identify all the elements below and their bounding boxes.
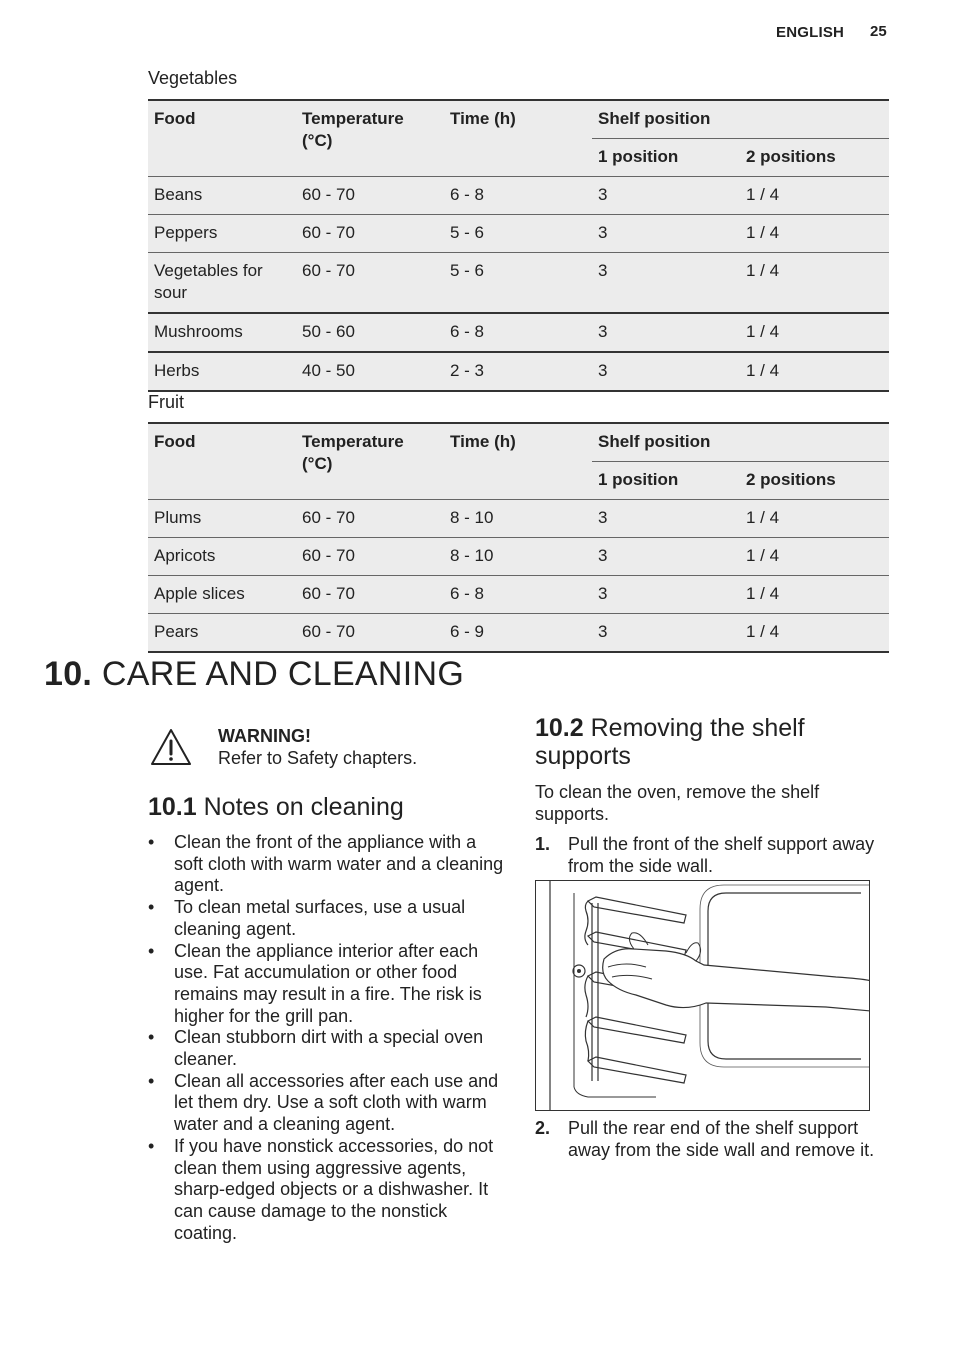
table-row bbox=[148, 215, 889, 253]
cell-time: 2 - 3 bbox=[444, 352, 592, 391]
col-temperature-header: Temperature (°C) bbox=[296, 100, 444, 177]
cell-one-position: 3 bbox=[592, 500, 740, 538]
cell-two-positions: 1 / 4 bbox=[740, 352, 889, 391]
cell-temperature: 60 - 70 bbox=[296, 177, 444, 215]
warning-title: WARNING! bbox=[218, 726, 311, 746]
list-item: • Clean the front of the appliance with a soft cloth with warm water and a cleaning agent. bbox=[148, 832, 508, 897]
cell-one-position: 3 bbox=[592, 253, 740, 314]
vegetables-table-body bbox=[148, 177, 889, 392]
cell-one-position: 3 bbox=[592, 538, 740, 576]
step-2 bbox=[535, 1118, 885, 1161]
list-item: • Clean the appliance interior after each use. Fat accumulation or other food remains may result in a fire. The risk is higher for the grill pan. bbox=[148, 941, 508, 1028]
cell-food: Peppers bbox=[148, 215, 296, 253]
table-header-row bbox=[148, 423, 889, 462]
cell-food: Vegetables for sour bbox=[148, 253, 296, 314]
section-number: 10.1 bbox=[148, 793, 197, 821]
section-10-2-intro: To clean the oven, remove the shelf supports. bbox=[535, 782, 820, 824]
list-item: • If you have nonstick accessories, do not clean them using aggressive agents, sharp-edged objects or a dishwasher. It can cause damage to the nonstick coating. bbox=[148, 1136, 508, 1245]
cell-temperature: 60 - 70 bbox=[296, 500, 444, 538]
cell-time: 6 - 8 bbox=[444, 576, 592, 614]
cell-food: Beans bbox=[148, 177, 296, 215]
col-shelf-position-header: Shelf position bbox=[592, 423, 889, 462]
step-text: Pull the rear end of the shelf support away from the side wall and remove it. bbox=[568, 1118, 875, 1160]
step-number: 1. bbox=[535, 834, 551, 854]
cell-food: Mushrooms bbox=[148, 313, 296, 352]
cell-food: Apple slices bbox=[148, 576, 296, 614]
col-time-header: Time (h) bbox=[444, 100, 592, 177]
section-number: 10.2 bbox=[535, 714, 584, 742]
cell-two-positions: 1 / 4 bbox=[740, 313, 889, 352]
cell-one-position: 3 bbox=[592, 215, 740, 253]
cell-one-position: 3 bbox=[592, 352, 740, 391]
section-10-2-title bbox=[535, 714, 865, 770]
page-number: 25 bbox=[870, 23, 887, 40]
cell-two-positions: 1 / 4 bbox=[740, 614, 889, 653]
table-row bbox=[148, 177, 889, 215]
cell-temperature: 60 - 70 bbox=[296, 253, 444, 314]
cell-time: 5 - 6 bbox=[444, 253, 592, 314]
oven-shelf-drawing bbox=[536, 881, 870, 1111]
fruit-caption: Fruit bbox=[148, 392, 184, 412]
cell-one-position: 3 bbox=[592, 576, 740, 614]
col-food-header: Food bbox=[148, 100, 296, 177]
cleaning-notes-list bbox=[148, 832, 508, 1244]
col-two-positions-header: 2 positions bbox=[740, 462, 889, 500]
col-one-position-header: 1 position bbox=[592, 139, 740, 177]
step-text: Pull the front of the shelf support away from the side wall. bbox=[568, 834, 875, 876]
chapter-number: 10. bbox=[44, 655, 93, 693]
col-temperature-header: Temperature (°C) bbox=[296, 423, 444, 500]
table-row bbox=[148, 313, 889, 352]
cell-temperature: 40 - 50 bbox=[296, 352, 444, 391]
cell-one-position: 3 bbox=[592, 177, 740, 215]
cell-time: 6 - 9 bbox=[444, 614, 592, 653]
cell-time: 5 - 6 bbox=[444, 215, 592, 253]
col-one-position-header: 1 position bbox=[592, 462, 740, 500]
list-item: • Clean stubborn dirt with a special oven cleaner. bbox=[148, 1027, 508, 1070]
cell-time: 6 - 8 bbox=[444, 177, 592, 215]
chapter-title-text: CARE AND CLEANING bbox=[101, 655, 465, 693]
section-10-1-title bbox=[148, 793, 404, 821]
step-1 bbox=[535, 834, 885, 877]
cell-two-positions: 1 / 4 bbox=[740, 538, 889, 576]
chapter-title bbox=[44, 655, 464, 694]
col-time-header: Time (h) bbox=[444, 423, 592, 500]
vegetables-table bbox=[148, 99, 889, 392]
fruit-table-body bbox=[148, 500, 889, 653]
step-number: 2. bbox=[535, 1118, 551, 1138]
table-row bbox=[148, 500, 889, 538]
table-row bbox=[148, 352, 889, 391]
shelf-support-illustration bbox=[535, 880, 870, 1111]
cell-two-positions: 1 / 4 bbox=[740, 500, 889, 538]
cell-food: Herbs bbox=[148, 352, 296, 391]
col-food-header: Food bbox=[148, 423, 296, 500]
cell-two-positions: 1 / 4 bbox=[740, 177, 889, 215]
cell-two-positions: 1 / 4 bbox=[740, 576, 889, 614]
cell-two-positions: 1 / 4 bbox=[740, 215, 889, 253]
cell-time: 6 - 8 bbox=[444, 313, 592, 352]
cell-food: Plums bbox=[148, 500, 296, 538]
cell-temperature: 60 - 70 bbox=[296, 215, 444, 253]
list-item: • Clean all accessories after each use and let them dry. Use a soft cloth with warm water and a cleaning agent. bbox=[148, 1071, 508, 1136]
section-title-text: Removing the shelf supports bbox=[535, 714, 805, 770]
cell-time: 8 - 10 bbox=[444, 500, 592, 538]
cell-food: Apricots bbox=[148, 538, 296, 576]
fruit-table bbox=[148, 422, 889, 653]
warning-triangle-icon bbox=[150, 728, 192, 766]
table-row bbox=[148, 576, 889, 614]
cell-food: Pears bbox=[148, 614, 296, 653]
cell-temperature: 50 - 60 bbox=[296, 313, 444, 352]
table-row bbox=[148, 253, 889, 314]
cell-temperature: 60 - 70 bbox=[296, 614, 444, 653]
col-two-positions-header: 2 positions bbox=[740, 139, 889, 177]
table-header-row bbox=[148, 100, 889, 139]
warning-text: Refer to Safety chapters. bbox=[218, 748, 418, 768]
cell-two-positions: 1 / 4 bbox=[740, 253, 889, 314]
vegetables-caption: Vegetables bbox=[148, 68, 238, 88]
list-item: • To clean metal surfaces, use a usual cleaning agent. bbox=[148, 897, 508, 940]
table-row bbox=[148, 538, 889, 576]
cell-one-position: 3 bbox=[592, 614, 740, 653]
cell-one-position: 3 bbox=[592, 313, 740, 352]
cell-temperature: 60 - 70 bbox=[296, 576, 444, 614]
header-language: ENGLISH bbox=[776, 24, 845, 41]
cell-temperature: 60 - 70 bbox=[296, 538, 444, 576]
cell-time: 8 - 10 bbox=[444, 538, 592, 576]
col-shelf-position-header: Shelf position bbox=[592, 100, 889, 139]
table-row bbox=[148, 614, 889, 653]
section-title-text: Notes on cleaning bbox=[203, 793, 404, 821]
